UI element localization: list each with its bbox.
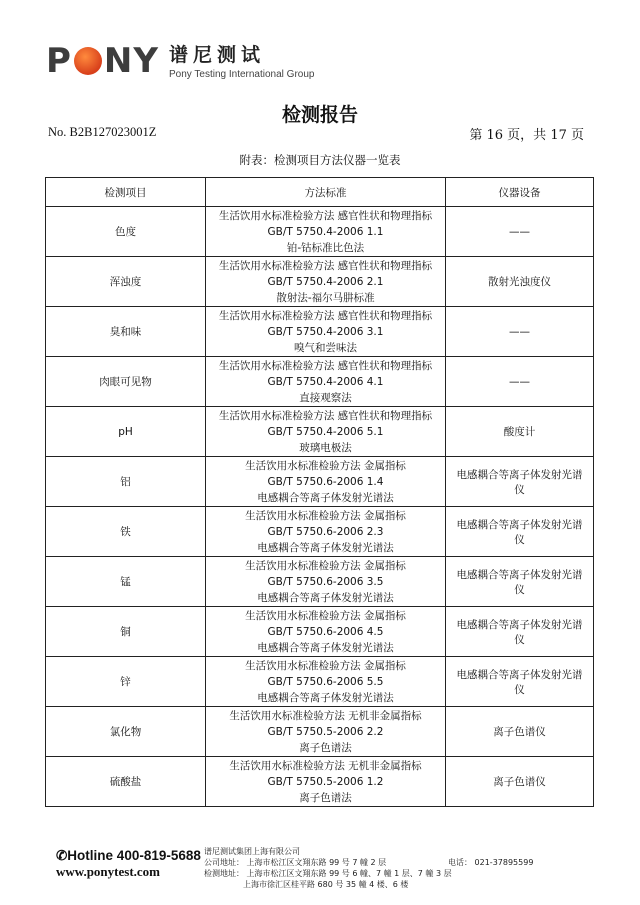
table-row xyxy=(46,307,594,357)
header-item: 检测项目 xyxy=(46,178,206,207)
method-line: 生活饮用水标准检验方法 感官性状和物理指标 xyxy=(218,209,433,222)
table-row xyxy=(46,707,594,757)
lab-address-2: 上海市徐汇区桂平路 680 号 35 幢 4 楼、6 楼 xyxy=(243,880,409,889)
lab-address: 检测地址： 上海市松江区文翔东路 99 号 6 幢、7 幢 1 层、7 幢 3 层 xyxy=(204,869,452,878)
instrument: —— xyxy=(446,207,594,257)
method-line: GB/T 5750.6-2006 5.5 xyxy=(267,675,384,688)
page-info: 第 16 页，共 17 页 xyxy=(469,128,584,143)
company-info xyxy=(204,846,452,890)
instrument: 电感耦合等离子体发射光谱仪 xyxy=(446,557,594,607)
method-line: 嗅气和尝味法 xyxy=(294,341,357,354)
method-line: 离子色谱法 xyxy=(299,791,352,804)
report-number: No. B2B127023001Z xyxy=(48,125,157,139)
method-line: GB/T 5750.6-2006 2.3 xyxy=(267,525,384,538)
table-row xyxy=(46,507,594,557)
method-line: 生活饮用水标准检验方法 无机非金属指标 xyxy=(229,709,422,722)
test-item: 铜 xyxy=(46,607,206,657)
instrument: 电感耦合等离子体发射光谱仪 xyxy=(446,457,594,507)
method-line: 电感耦合等离子体发射光谱法 xyxy=(257,691,394,704)
method-line: 散射法-福尔马肼标准 xyxy=(276,291,375,304)
logo-o-circle xyxy=(74,47,102,75)
method-line: 直接观察法 xyxy=(299,391,352,404)
table-row xyxy=(46,607,594,657)
method-line: GB/T 5750.4-2006 2.1 xyxy=(267,275,384,288)
table-row xyxy=(46,457,594,507)
test-item: 铝 xyxy=(46,457,206,507)
method-standard xyxy=(206,207,446,257)
method-line: GB/T 5750.5-2006 2.2 xyxy=(267,725,384,738)
method-line: GB/T 5750.4-2006 4.1 xyxy=(267,375,384,388)
method-line: 电感耦合等离子体发射光谱法 xyxy=(257,641,394,654)
table-row xyxy=(46,207,594,257)
table-row xyxy=(46,257,594,307)
company-name: 谱尼测试集团上海有限公司 xyxy=(204,847,300,856)
test-item: 臭和味 xyxy=(46,307,206,357)
instrument: 离子色谱仪 xyxy=(446,707,594,757)
method-standard xyxy=(206,257,446,307)
table-caption: 附表：检测项目方法仪器一览表 xyxy=(239,153,401,167)
test-item: pH xyxy=(46,407,206,457)
test-item: 锰 xyxy=(46,557,206,607)
instrument: —— xyxy=(446,307,594,357)
report-title: 检测报告 xyxy=(281,104,358,126)
company-address: 公司地址： 上海市松江区文翔东路 99 号 7 幢 2 层 xyxy=(204,858,387,867)
logo-wordmark: P NY xyxy=(46,41,159,81)
method-standard xyxy=(206,607,446,657)
method-line: GB/T 5750.4-2006 1.1 xyxy=(267,225,384,238)
header-method: 方法标准 xyxy=(206,178,446,207)
method-standard xyxy=(206,507,446,557)
logo-english-name: Pony Testing International Group xyxy=(169,69,315,80)
method-standard xyxy=(206,557,446,607)
method-standard xyxy=(206,357,446,407)
method-line: GB/T 5750.6-2006 3.5 xyxy=(267,575,384,588)
method-line: GB/T 5750.6-2006 1.4 xyxy=(267,475,384,488)
header-instrument: 仪器设备 xyxy=(446,178,594,207)
page-footer xyxy=(0,838,640,905)
method-line: GB/T 5750.4-2006 3.1 xyxy=(267,325,384,338)
method-line: 离子色谱法 xyxy=(299,741,352,754)
method-line: 生活饮用水标准检验方法 金属指标 xyxy=(245,609,406,622)
test-item: 色度 xyxy=(46,207,206,257)
test-item: 锌 xyxy=(46,657,206,707)
table-row xyxy=(46,557,594,607)
instrument: 散射光浊度仪 xyxy=(446,257,594,307)
table-row xyxy=(46,757,594,807)
method-line: 生活饮用水标准检验方法 感官性状和物理指标 xyxy=(218,309,433,322)
method-standard xyxy=(206,707,446,757)
test-item: 硫酸盐 xyxy=(46,757,206,807)
method-line: GB/T 5750.6-2006 4.5 xyxy=(267,625,384,638)
method-line: 电感耦合等离子体发射光谱法 xyxy=(257,591,394,604)
instrument: 电感耦合等离子体发射光谱仪 xyxy=(446,607,594,657)
instrument: 离子色谱仪 xyxy=(446,757,594,807)
table-row xyxy=(46,657,594,707)
method-line: 生活饮用水标准检验方法 金属指标 xyxy=(245,509,406,522)
method-line: 电感耦合等离子体发射光谱法 xyxy=(257,541,394,554)
method-standard xyxy=(206,457,446,507)
test-item: 肉眼可见物 xyxy=(46,357,206,407)
method-instrument-table xyxy=(45,177,594,807)
method-line: 生活饮用水标准检验方法 感官性状和物理指标 xyxy=(218,359,433,372)
method-line: 生活饮用水标准检验方法 无机非金属指标 xyxy=(229,759,422,772)
method-line: GB/T 5750.5-2006 1.2 xyxy=(267,775,384,788)
phone-number: 电话： 021-37895599 xyxy=(448,858,534,867)
table-header-row xyxy=(46,178,594,207)
instrument: 酸度计 xyxy=(446,407,594,457)
pony-logo xyxy=(46,41,315,81)
method-line: GB/T 5750.4-2006 5.1 xyxy=(267,425,384,438)
method-standard xyxy=(206,407,446,457)
method-line: 电感耦合等离子体发射光谱法 xyxy=(257,491,394,504)
method-line: 生活饮用水标准检验方法 感官性状和物理指标 xyxy=(218,259,433,272)
method-line: 生活饮用水标准检验方法 金属指标 xyxy=(245,559,406,572)
test-item: 铁 xyxy=(46,507,206,557)
method-line: 铂-钴标准比色法 xyxy=(286,241,365,254)
test-item: 浑浊度 xyxy=(46,257,206,307)
test-item: 氯化物 xyxy=(46,707,206,757)
method-standard xyxy=(206,757,446,807)
instrument: 电感耦合等离子体发射光谱仪 xyxy=(446,507,594,557)
method-line: 生活饮用水标准检验方法 金属指标 xyxy=(245,659,406,672)
method-standard xyxy=(206,657,446,707)
website-link[interactable]: www.ponytest.com xyxy=(56,864,160,879)
method-standard xyxy=(206,307,446,357)
instrument: 电感耦合等离子体发射光谱仪 xyxy=(446,657,594,707)
logo-chinese-name: 谱尼测试 xyxy=(169,44,266,66)
table-row xyxy=(46,407,594,457)
instrument: —— xyxy=(446,357,594,407)
method-line: 生活饮用水标准检验方法 金属指标 xyxy=(245,459,406,472)
table-row xyxy=(46,357,594,407)
method-line: 生活饮用水标准检验方法 感官性状和物理指标 xyxy=(218,409,433,422)
method-line: 玻璃电极法 xyxy=(299,441,352,454)
hotline: ✆Hotline 400-819-5688 xyxy=(56,848,201,863)
